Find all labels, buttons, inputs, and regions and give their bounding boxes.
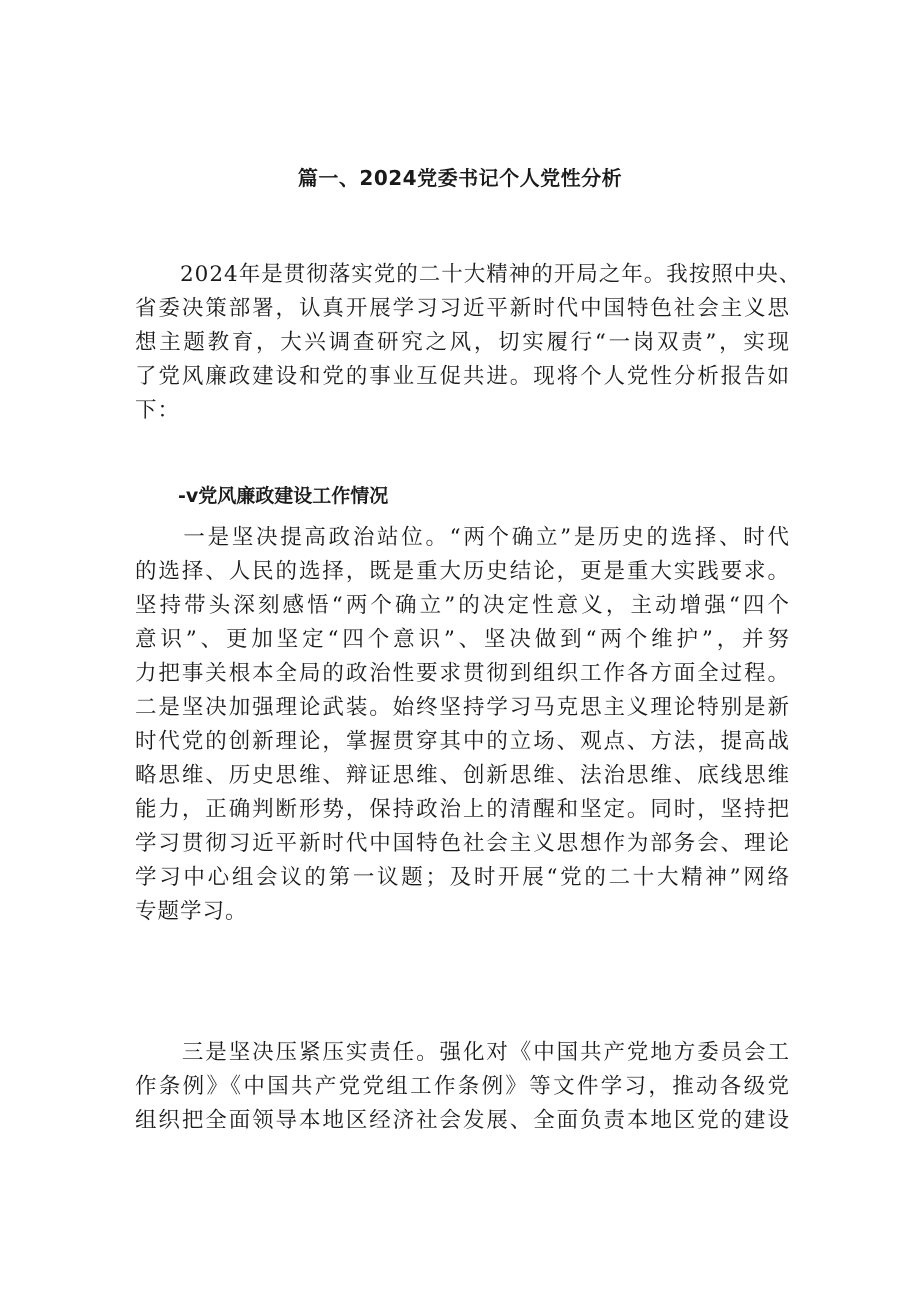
text-line: 2024年是贯彻落实党的二十大精神的开局之年。我按照中央、 (135, 262, 802, 287)
text-line: 省委决策部署，认真开展学习习近平新时代中国特色社会主义思 (135, 296, 790, 321)
text-line: 坚持带头深刻感悟“两个确立”的决定性意义，主动增强“四个 (135, 593, 790, 618)
text-line: 专题学习。 (135, 899, 248, 924)
intro-paragraph (135, 258, 802, 428)
text-line: 想主题教育，大兴调查研究之风，切实履行“一岗双责”，实现 (135, 330, 790, 355)
text-line: 能力，正确判断形势，保持政治上的清醒和坚定。同时，坚持把 (135, 797, 790, 822)
text-line: 一是坚决提高政治站位。“两个确立”是历史的选择、时代 (135, 525, 790, 550)
document-title: 篇一、2024党委书记个人党性分析 (297, 166, 623, 190)
body-paragraph (135, 521, 790, 929)
text-line: 组织把全面领导本地区经济社会发展、全面负责本地区党的建设 (135, 1108, 790, 1133)
text-line: 力把事关根本全局的政治性要求贯彻到组织工作各方面全过程。 (135, 661, 790, 686)
section-heading: -v党风廉政建设工作情况 (178, 485, 389, 507)
text-line: 意识”、更加坚定“四个意识”、坚决做到“两个维护”，并努 (135, 627, 790, 652)
third-paragraph (135, 1036, 790, 1138)
text-line: 略思维、历史思维、辩证思维、创新思维、法治思维、底线思维 (135, 763, 790, 788)
text-line: 了党风廉政建设和党的事业互促共进。现将个人党性分析报告如 (135, 364, 790, 389)
text-line: 二是坚决加强理论武装。始终坚持学习马克思主义理论特别是新 (135, 695, 790, 720)
text-line: 学习贯彻习近平新时代中国特色社会主义思想作为部务会、理论 (135, 831, 790, 856)
text-line: 的选择、人民的选择，既是重大历史结论，更是重大实践要求。 (135, 559, 790, 584)
text-line: 学习中心组会议的第一议题；及时开展“党的二十大精神”网络 (135, 865, 790, 890)
text-line: 三是坚决压紧压实责任。强化对《中国共产党地方委员会工 (135, 1040, 790, 1065)
text-line: 时代党的创新理论，掌握贯穿其中的立场、观点、方法，提高战 (135, 729, 790, 754)
text-line: 作条例》《中国共产党党组工作条例》等文件学习，推动各级党 (135, 1074, 790, 1099)
text-line: 下： (135, 398, 181, 423)
